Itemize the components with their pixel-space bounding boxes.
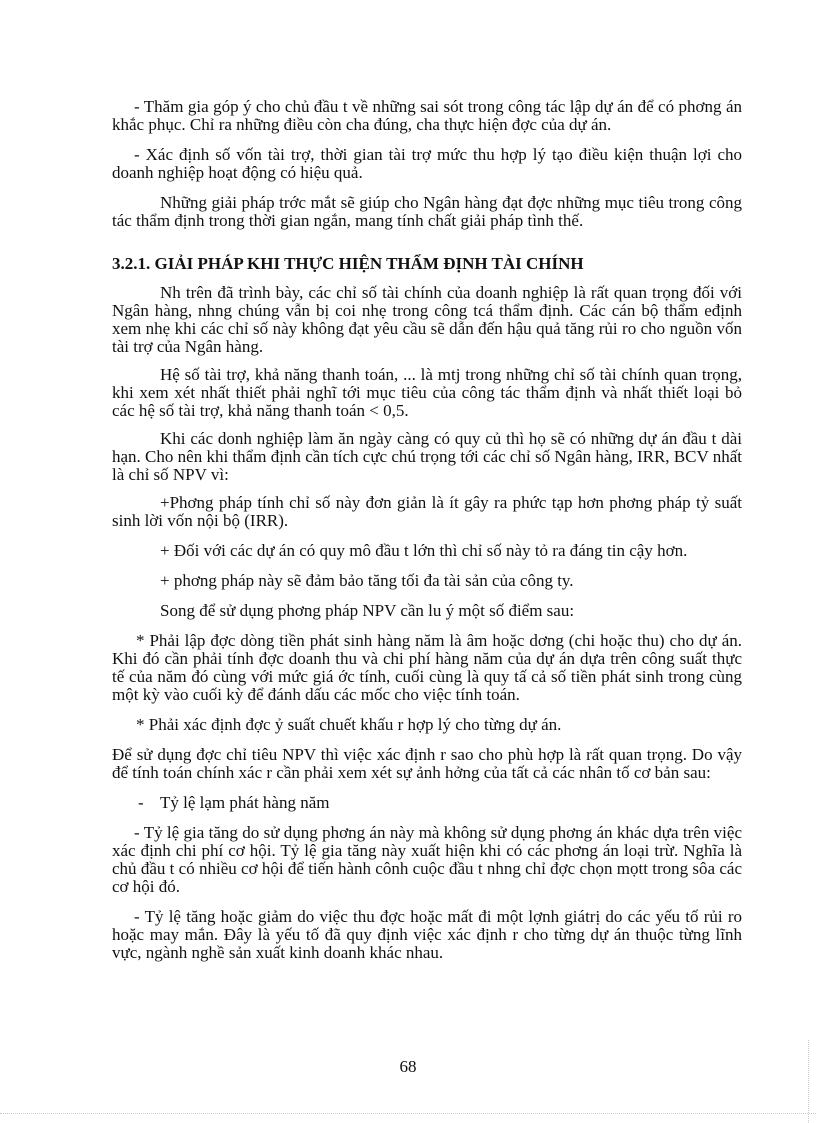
paragraph-12: * Phải xác định đợc ỷ suất chuết khấu r hợp lý cho từng dự án. <box>136 715 562 734</box>
page-edge-divider <box>0 1113 816 1114</box>
paragraph-13: Để sử dụng đợc chỉ tiêu NPV thì việc xác định r sao cho phù hợp là rất quan trọng. Do vậy để tính toán chính xác r cần phải xem xét sự ảnh hởng của tất cả các nhân tố cơ bản sau: <box>112 745 742 782</box>
paragraph-1: - Thăm gia góp ý cho chủ đầu t về những sai sót trong công tác lập dự án để có phơng án khắc phục. Chỉ ra những điều còn cha đúng, cha thực hiện đợc của dự án. <box>112 97 742 134</box>
paragraph-5: Hệ số tài trợ, khả năng thanh toán, ... là mtj trong những chỉ số tài chính quan trọng, khi xem xét nhất thiết phải nghĩ tới mục tiêu của công tác thẩm định và nhất thiết loại bỏ các hệ số tài trợ, khả năng thanh toán < 0,5. <box>112 365 742 420</box>
paragraph-10: Song để sử dụng phơng pháp NPV cần lu ý một số điểm sau: <box>160 601 575 620</box>
paragraph-3: Những giải pháp trớc mắt sẽ giúp cho Ngân hàng đạt đợc những mục tiêu trong công tác thẩm định trong thời gian ngắn, mang tính chất giải pháp tình thế. <box>112 193 742 230</box>
document-body <box>112 98 742 962</box>
paragraph-11: * Phải lập đợc dòng tiền phát sinh hàng năm là âm hoặc dơng (chi hoặc thu) cho dự án. Khi đó cần phải tính đợc doanh thu và chi phí hàng năm của dự án dựa trên công suất thực tế của năm đó cùng với mức giá ớc tính, cuối cùng là quy tấ cả số tiền phát sinh trong cùng một kỳ vào cuối kỳ để đánh dấu các mốc cho việc tính toán. <box>112 631 742 704</box>
paragraph-7: +Phơng pháp tính chỉ số này đơn giản là ít gây ra phức tạp hơn phơng pháp tỷ suất sinh lời vốn nội bộ (IRR). <box>112 493 742 530</box>
paragraph-15: - Tỷ lệ tăng hoặc giảm do việc thu đợc hoặc mất đi một lợnh giátrị do các yếu tố rủi ro hoặc may mắn. Đây là yếu tố đã quy định việc xác định r cho từng dự án thuộc từng lĩnh vực, ngành nghề sản xuất kinh doanh khác nhau. <box>112 907 742 962</box>
paragraph-14: - Tỷ lệ gia tăng do sử dụng phơng án này mà không sử dụng phơng án khác dựa trên việc xác định chi phí cơ hội. Tỷ lệ gia tăng này xuất hiện khi có các phơng án loại trừ. Nghĩa là chủ đầu t có nhiều cơ hội để tiến hành cônh cuộc đầu t nhng chỉ đợc chọn mọtt trong sôa các cơ hội đó. <box>112 823 742 896</box>
paragraph-6: Khi các donh nghiệp làm ăn ngày càng có quy củ thì họ sẽ có những dự án đầu t dài hạn. Cho nên khi thẩm định cần tích cực chú trọng tới các chỉ số Ngân hàng, IRR, BCV nhất là chỉ số NPV vì: <box>112 429 742 484</box>
bullet-inflation <box>112 794 742 812</box>
bullet-mark: - <box>138 793 144 812</box>
paragraph-2: - Xác định số vốn tài trợ, thời gian tài trợ mức thu hợp lý tạo điều kiện thuận lợi cho doanh nghiệp hoạt động có hiệu quả. <box>112 145 742 182</box>
paragraph-8: + Đối với các dự án có quy mô đầu t lớn thì chỉ số này tỏ ra đáng tin cậy hơn. <box>160 541 688 560</box>
section-heading: 3.2.1. GIẢI PHÁP KHI THỰC HIỆN THẨM ĐỊNH TÀI CHÍNH <box>112 254 584 273</box>
paragraph-4: Nh trên đã trình bày, các chỉ số tài chính của doanh nghiệp là rất quan trọng đối với Ngân hàng, nhng chúng vẫn bị coi nhẹ trong công tcá thẩm định. Các cán bộ thẩm eđịnh xem nhẹ khi các chỉ số này không đạt yêu cầu sẽ dẫn đến hậu quả tăng rủi ro cho nguồn vốn tài trợ của Ngân hàng. <box>112 283 742 356</box>
bullet-text: Tỷ lệ lạm phát hàng năm <box>160 793 330 812</box>
page-number: 68 <box>399 1057 417 1076</box>
page-edge-divider-vertical <box>808 1040 809 1123</box>
paragraph-9: + phơng pháp này sẽ đảm bảo tăng tối đa tài sản của công ty. <box>160 571 574 590</box>
